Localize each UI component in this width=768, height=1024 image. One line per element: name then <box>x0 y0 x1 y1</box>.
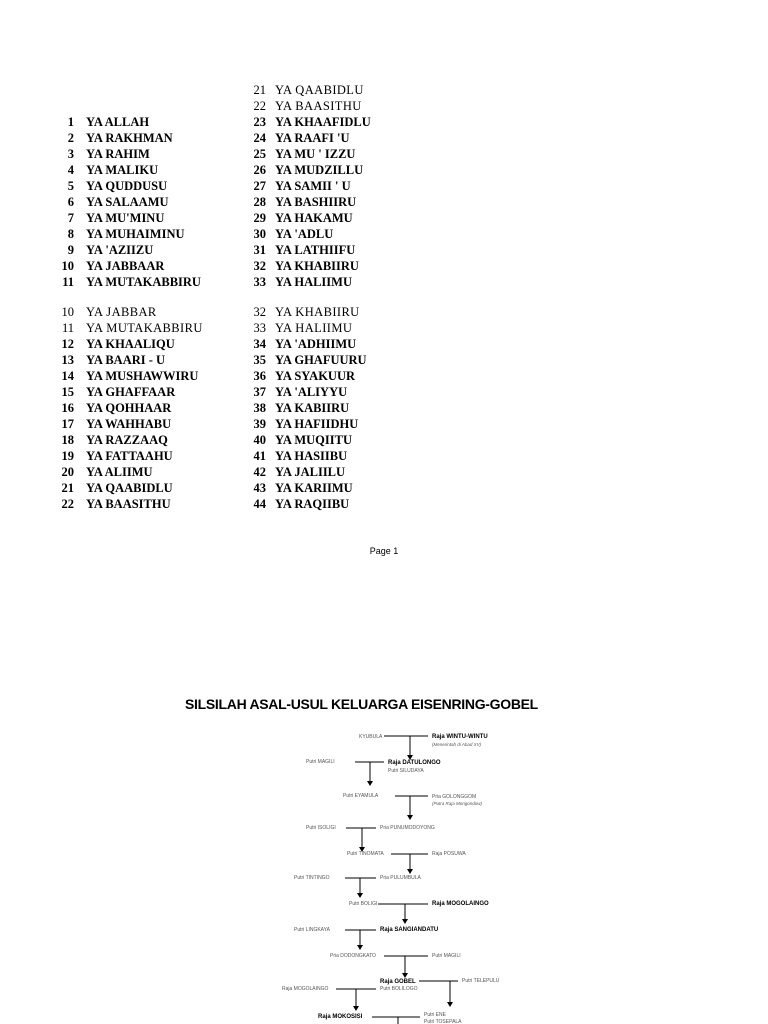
tree-arrow <box>407 815 413 820</box>
name-text: YA WAHHABU <box>86 417 172 431</box>
name-number: 37 <box>253 385 266 399</box>
tree-putri-lingkaya: Putri LINGKAYA <box>294 927 330 933</box>
name-text: YA KARIIMU <box>275 481 353 495</box>
name-text: YA HAFIIDHU <box>275 417 359 431</box>
name-text: YA 'ADLU <box>275 227 334 241</box>
name-number: 24 <box>253 131 266 145</box>
name-text: YA JABBAR <box>86 305 157 319</box>
name-number: 12 <box>61 337 74 351</box>
name-number: 32 <box>253 305 266 319</box>
name-text: YA FATTAAHU <box>86 449 173 463</box>
name-number: 8 <box>67 227 74 241</box>
name-number: 18 <box>61 433 74 447</box>
name-text: YA QOHHAAR <box>86 401 172 415</box>
name-number: 41 <box>253 449 266 463</box>
name-number: 5 <box>67 179 74 193</box>
tree-raja-sangiandatu: Raja SANGIANDATU <box>380 927 439 933</box>
family-tree-diagram <box>0 720 768 1024</box>
name-text: YA MUTAKABBIRU <box>86 275 201 289</box>
name-text: YA BAARI - U <box>86 353 166 367</box>
name-number: 16 <box>61 401 74 415</box>
tree-putri-telepulu: Putri TELEPULU <box>462 978 500 984</box>
name-number: 14 <box>61 369 74 383</box>
name-number: 21 <box>61 481 74 495</box>
name-text: YA 'ADHIIMU <box>275 337 357 351</box>
tree-arrow <box>353 1006 359 1011</box>
name-text: YA RAZZAAQ <box>86 433 168 447</box>
name-text: YA BAASITHU <box>275 99 362 113</box>
tree-pria-pulumbula: Pria PULUMBULA <box>380 875 421 881</box>
tree-arrow <box>357 945 363 950</box>
name-number: 9 <box>67 243 74 257</box>
name-text: YA BAASITHU <box>86 497 171 511</box>
name-text: YA 'ALIYYU <box>275 385 348 399</box>
tree-putri-isoligi: Putri ISOLIGI <box>306 825 336 831</box>
name-text: YA KHAAFIDLU <box>275 115 371 129</box>
tree-pria-punumo: Pria PUNUMODOYONG <box>380 825 435 831</box>
name-number: 31 <box>253 243 266 257</box>
name-text: YA KABIIRU <box>275 401 350 415</box>
tree-putri-silidaya: Putri SILUDAYA <box>388 768 424 774</box>
name-number: 25 <box>253 147 266 161</box>
name-text: YA MU'MINU <box>86 211 165 225</box>
name-text: YA KHABIIRU <box>275 259 359 273</box>
tree-raja-mogolaingo-2: Raja MOGOLAINGO <box>282 986 329 992</box>
tree-putri-tintingo: Putri TINTINGO <box>294 875 330 881</box>
name-number: 3 <box>67 147 74 161</box>
name-text: YA LATHIIFU <box>275 243 356 257</box>
tree-golonggom-note: (Putra Raja Mongondow) <box>432 801 483 806</box>
name-number: 26 <box>253 163 266 177</box>
name-text: YA HALIIMU <box>275 275 352 289</box>
name-text: YA JABBAAR <box>86 259 165 273</box>
name-number: 22 <box>61 497 74 511</box>
name-text: YA SALAAMU <box>86 195 169 209</box>
name-number: 23 <box>253 115 266 129</box>
name-number: 44 <box>253 497 266 511</box>
tree-pria-golonggom: Pria GOLONGGOM <box>432 794 477 800</box>
name-number: 30 <box>253 227 266 241</box>
name-number: 13 <box>61 353 74 367</box>
name-text: YA RAHIM <box>86 147 150 161</box>
tree-kyubula: KYUBULA <box>359 734 383 740</box>
name-text: YA KHABIIRU <box>275 305 360 319</box>
tree-arrow <box>447 1002 453 1007</box>
tree-raja-gobel: Raja GOBEL <box>380 979 416 985</box>
tree-putri-magili: Putri MAGILI <box>306 759 335 765</box>
name-number: 4 <box>67 163 74 177</box>
page-number: Page 1 <box>369 546 399 556</box>
tree-arrow <box>402 973 408 978</box>
family-tree-title: SILSILAH ASAL-USUL KELUARGA EISENRING-GOBEL <box>185 696 538 712</box>
name-text: YA MUQIITU <box>275 433 352 447</box>
name-number: 10 <box>61 259 74 273</box>
name-number: 11 <box>62 275 74 289</box>
name-number: 43 <box>253 481 266 495</box>
tree-raja-datulongo: Raja DATULONGO <box>388 760 441 766</box>
name-number: 10 <box>61 305 74 319</box>
name-text: YA 'AZIIZU <box>86 243 154 257</box>
name-text: YA ALLAH <box>86 115 150 129</box>
name-number: 36 <box>253 369 266 383</box>
name-number: 6 <box>67 195 74 209</box>
name-number: 20 <box>61 465 74 479</box>
tree-arrow <box>357 893 363 898</box>
name-text: YA QUDDUSU <box>86 179 168 193</box>
name-number: 38 <box>253 401 266 415</box>
tree-putri-ene: Putri ENE <box>424 1012 446 1018</box>
name-number: 11 <box>61 321 74 335</box>
name-text: YA JALIILU <box>275 465 346 479</box>
name-number: 21 <box>253 83 266 97</box>
tree-raja-posuwa: Raja POSUWA <box>432 851 466 857</box>
tree-pria-dodongkato: Pria DODONGKATO <box>330 953 376 959</box>
name-text: YA RAQIIBU <box>275 497 350 511</box>
name-text: YA GHAFFAAR <box>86 385 176 399</box>
tree-arrow <box>407 869 413 874</box>
name-text: YA MU ' IZZU <box>275 147 356 161</box>
name-number: 33 <box>253 275 266 289</box>
name-number: 39 <box>253 417 266 431</box>
name-number: 28 <box>253 195 266 209</box>
name-text: YA MUHAIMINU <box>86 227 185 241</box>
name-text: YA ALIIMU <box>86 465 153 479</box>
name-text: YA QAABIDLU <box>86 481 173 495</box>
name-text: YA MUSHAWWIRU <box>86 369 199 383</box>
name-text: YA RAKHMAN <box>86 131 173 145</box>
name-text: YA HASIIBU <box>275 449 348 463</box>
name-number: 27 <box>253 179 266 193</box>
name-number: 17 <box>61 417 74 431</box>
name-number: 7 <box>67 211 74 225</box>
name-number: 32 <box>253 259 266 273</box>
name-text: YA MUDZILLU <box>275 163 364 177</box>
name-number: 15 <box>61 385 74 399</box>
name-number: 22 <box>253 99 266 113</box>
name-number: 33 <box>253 321 266 335</box>
tree-putri-boligi: Putri BOLIGI <box>349 901 378 907</box>
name-text: YA QAABIDLU <box>275 83 364 97</box>
name-text: YA GHAFUURU <box>275 353 367 367</box>
tree-raja-mokosisi: Raja MOKOSISI <box>318 1014 363 1020</box>
name-text: YA SAMII ' U <box>275 179 351 193</box>
tree-wintu-note: (Menerintah di Abad XV) <box>432 742 482 747</box>
name-text: YA SYAKUUR <box>275 369 356 383</box>
name-text: YA RAAFI 'U <box>275 131 350 145</box>
tree-raja-mogolaingo: Raja MOGOLAINGO <box>432 901 489 907</box>
name-text: YA BASHIIRU <box>275 195 357 209</box>
name-number: 19 <box>61 449 74 463</box>
name-text: YA KHAALIQU <box>86 337 175 351</box>
tree-putri-tosepala: Putri TOSEPALA <box>424 1019 462 1024</box>
tree-arrow <box>402 919 408 924</box>
name-text: YA HALIIMU <box>275 321 353 335</box>
tree-putri-magili-2: Putri MAGILI <box>432 953 461 959</box>
name-text: YA HAKAMU <box>275 211 353 225</box>
tree-putri-eyamula: Putri EYAMULA <box>343 793 379 799</box>
name-number: 2 <box>67 131 74 145</box>
name-number: 42 <box>253 465 266 479</box>
name-number: 1 <box>67 115 74 129</box>
name-number: 40 <box>253 433 266 447</box>
name-text: YA MALIKU <box>86 163 159 177</box>
tree-putri-tinomata: Putri TINOMATA <box>347 851 384 857</box>
tree-raja-wintu: Raja WINTU-WINTU <box>432 734 488 740</box>
name-number: 35 <box>253 353 266 367</box>
tree-arrow <box>367 781 373 786</box>
tree-putri-bolilogo: Putri BOLILOGO <box>380 986 418 992</box>
name-text: YA MUTAKABBIRU <box>86 321 203 335</box>
name-number: 34 <box>253 337 266 351</box>
name-number: 29 <box>253 211 266 225</box>
